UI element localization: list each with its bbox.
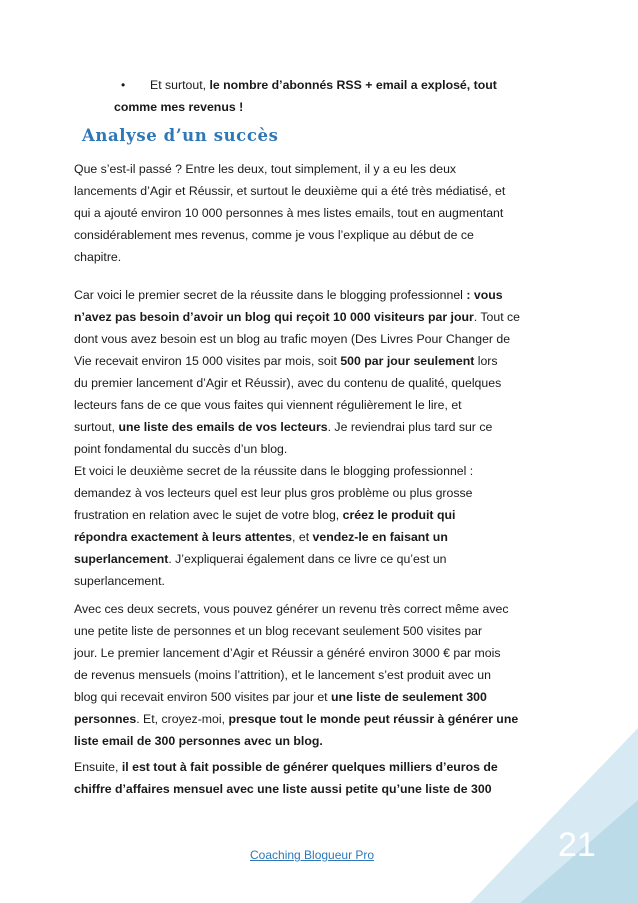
text-line [74, 306, 566, 328]
text-run: Avec ces deux secrets, vous pouvez générer un revenu très correct même avec [74, 602, 509, 616]
text-line [74, 730, 566, 752]
paragraph-4 [74, 598, 566, 752]
text-line [74, 224, 566, 246]
text-run: lancements d’Agir et Réussir, et surtout le deuxième qui a été très médiatisé, et [74, 184, 506, 198]
text-run: lors [474, 354, 498, 368]
text-line [74, 598, 566, 620]
text-run: superlancement. [74, 574, 165, 588]
text-run: Et voici le deuxième secret de la réussite dans le blogging professionnel : [74, 464, 474, 478]
text-run: Ensuite, [74, 760, 122, 774]
bullet-continuation [114, 96, 243, 118]
text-line [74, 778, 566, 800]
text-line [74, 284, 566, 306]
text-line [74, 246, 566, 268]
bold-text: liste email de 300 personnes avec un blog. [74, 734, 323, 748]
bullet-line [150, 74, 497, 96]
bold-text: superlancement [74, 552, 169, 566]
bold-text: vendez-le en faisant un [312, 530, 448, 544]
text-run: . Tout ce [473, 310, 521, 324]
bullet-dot: • [121, 78, 126, 92]
bold-text: presque tout le monde peut réussir à générer une [228, 712, 519, 726]
text-run: point fondamental du succès d’un blog. [74, 442, 288, 456]
text-run: du premier lancement d’Agir et Réussir), avec du contenu de qualité, quelques [74, 376, 502, 390]
text-line [74, 504, 566, 526]
text-line [74, 642, 566, 664]
text-line [74, 438, 566, 460]
bold-text: une liste de seulement 300 [331, 690, 487, 704]
text-line [74, 460, 566, 482]
text-run: dont vous avez besoin est un blog au trafic moyen (Des Livres Pour Changer de [74, 332, 511, 346]
bullet-bold: le nombre d’abonnés RSS + email a explosé, tout [209, 78, 497, 92]
text-run: frustration en relation avec le sujet de votre blog, [74, 508, 343, 522]
text-run: . Je reviendrai plus tard sur ce [327, 420, 493, 434]
text-line [74, 620, 566, 642]
text-line [74, 664, 566, 686]
text-line [74, 708, 566, 730]
text-run: . J’expliquerai également dans ce livre ce qu’est un [168, 552, 447, 566]
text-line [74, 526, 566, 548]
text-line [74, 686, 566, 708]
text-line [74, 158, 566, 180]
text-line [74, 180, 566, 202]
bold-text: répondra exactement à leurs attentes [74, 530, 293, 544]
text-run: Car voici le premier secret de la réussite dans le blogging professionnel [74, 288, 467, 302]
paragraph-5 [74, 756, 566, 800]
bold-text: : vous [466, 288, 503, 302]
bold-text: une liste des emails de vos lecteurs [118, 420, 328, 434]
text-run: considérablement mes revenus, comme je vous l’explique au début de ce [74, 228, 474, 242]
text-run: Que s’est-il passé ? Entre les deux, tout simplement, il y a eu les deux [74, 162, 457, 176]
text-line [74, 570, 566, 592]
text-line [74, 482, 566, 504]
text-line [74, 416, 566, 438]
text-line [74, 350, 566, 372]
text-run: qui a ajouté environ 10 000 personnes à mes listes emails, tout en augmentant [74, 206, 504, 220]
text-run: Vie recevait environ 15 000 visites par mois, soit [74, 354, 341, 368]
text-run: , et [292, 530, 313, 544]
text-line [74, 756, 566, 778]
text-run: demandez à vos lecteurs quel est leur plus gros problème ou plus grosse [74, 486, 473, 500]
bold-text: chiffre d’affaires mensuel avec une liste aussi petite qu’une liste de 300 [74, 782, 492, 796]
bold-text: créez le produit qui [342, 508, 456, 522]
bullet-cont-bold: comme mes revenus ! [114, 100, 244, 114]
text-run: blog qui recevait environ 500 visites par jour et [74, 690, 332, 704]
section-heading: Analyse d’un succès [82, 126, 279, 145]
text-run: chapitre. [74, 250, 122, 264]
text-line [74, 372, 566, 394]
text-line [74, 202, 566, 224]
bold-text: personnes [74, 712, 137, 726]
text-line [74, 328, 566, 350]
bullet-pre: Et surtout, [150, 78, 210, 92]
text-run: jour. Le premier lancement d’Agir et Réussir a généré environ 3000 € par mois [74, 646, 501, 660]
page-number: 21 [558, 826, 596, 864]
text-line [74, 394, 566, 416]
text-run: une petite liste de personnes et un blog recevant seulement 500 visites par [74, 624, 483, 638]
bold-text: il est tout à fait possible de générer quelques milliers d’euros de [121, 760, 498, 774]
text-run: surtout, [74, 420, 119, 434]
text-run: de revenus mensuels (moins l’attrition), et le lancement s’est produit avec un [74, 668, 491, 682]
text-run: lecteurs fans de ce que vous faites qui viennent régulièrement le lire, et [74, 398, 462, 412]
text-run: . Et, croyez-moi, [136, 712, 229, 726]
bold-text: n’avez pas besoin d’avoir un blog qui reçoit 10 000 visiteurs par jour [74, 310, 474, 324]
bold-text: 500 par jour seulement [340, 354, 475, 368]
footer-link[interactable]: Coaching Blogueur Pro [250, 848, 375, 862]
paragraph-3 [74, 460, 566, 592]
paragraph-2 [74, 284, 566, 460]
paragraph-1 [74, 158, 566, 268]
text-line [74, 548, 566, 570]
